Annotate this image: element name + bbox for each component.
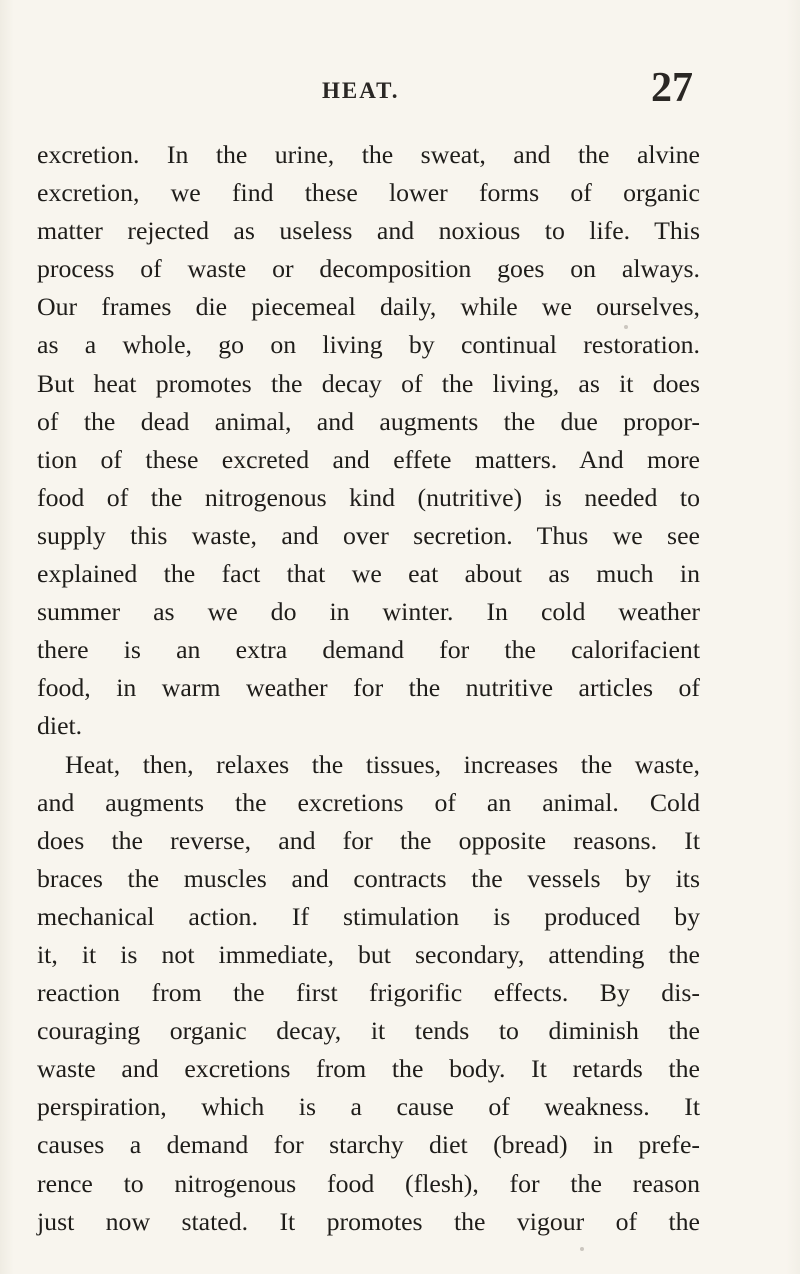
text-line: there is an extra demand for the calorifacient [37,635,700,665]
text-line: as a whole, go on living by continual restoration. [37,330,700,360]
text-line: couraging organic decay, it tends to diminish the [37,1016,700,1046]
text-line: does the reverse, and for the opposite reasons. It [37,825,700,855]
running-title: HEAT. [322,78,400,103]
text-line: rence to nitrogenous food (flesh), for the reason [37,1168,700,1198]
text-line: supply this waste, and over secretion. Thus we see [37,520,700,550]
text-line: causes a demand for starchy diet (bread) in prefe- [37,1130,700,1160]
page-header [0,64,800,114]
text-line: Heat, then, relaxes the tissues, increases the waste, [65,749,700,779]
text-line: matter rejected as useless and noxious to life. This [37,216,700,246]
text-line: it, it is not immediate, but secondary, attending the [37,939,700,969]
text-line: But heat promotes the decay of the living, as it does [37,368,700,398]
text-line: and augments the excretions of an animal. Cold [37,787,700,817]
paper-speck [580,1247,584,1251]
text-line: Our frames die piecemeal daily, while we ourselves, [37,292,700,322]
text-line: braces the muscles and contracts the vessels by its [37,863,700,893]
text-line: food of the nitrogenous kind (nutritive) is needed to [37,482,700,512]
text-line: explained the fact that we eat about as much in [37,559,700,589]
text-line: mechanical action. If stimulation is produced by [37,901,700,931]
text-line: excretion. In the urine, the sweat, and the alvine [37,140,700,169]
text-line: of the dead animal, and augments the due propor- [37,406,700,436]
text-line: diet. [37,711,83,741]
text-line: summer as we do in winter. In cold weather [37,597,700,627]
text-line: just now stated. It promotes the vigour of the [37,1206,700,1236]
text-line: perspiration, which is a cause of weakness. It [37,1092,700,1122]
page-number: 27 [651,65,693,111]
text-line: tion of these excreted and effete matters. And more [37,444,700,474]
text-line: waste and excretions from the body. It retards the [37,1054,700,1084]
text-line: reaction from the first frigorific effects. By dis- [37,978,700,1008]
text-line: process of waste or decomposition goes on always. [37,254,700,284]
text-line: food, in warm weather for the nutritive articles of [37,673,700,703]
text-line: excretion, we find these lower forms of organic [37,178,700,208]
paper-speck [624,325,628,329]
body-text [37,136,700,1241]
